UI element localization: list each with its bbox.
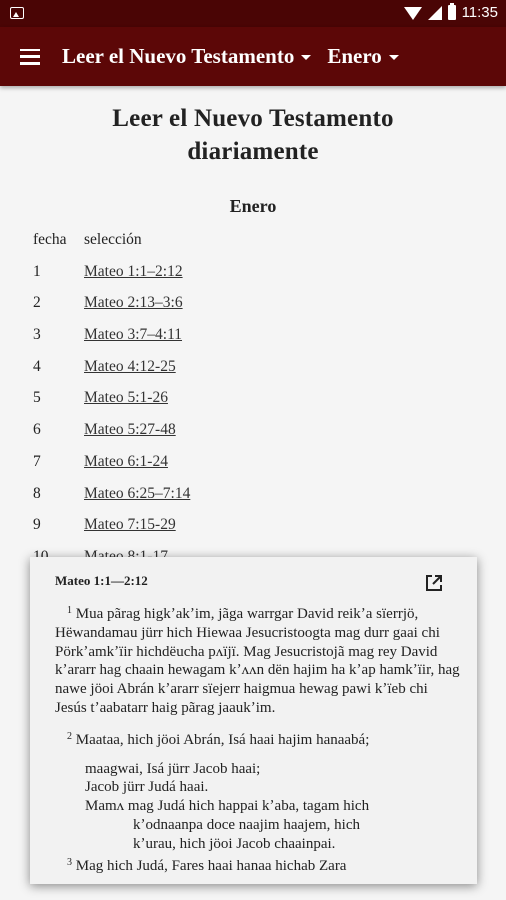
image-notification-icon (10, 7, 24, 19)
reading-link[interactable]: Mateo 1:1–2:12 (84, 262, 183, 280)
clock: 11:35 (461, 4, 498, 21)
reading-link[interactable]: Mateo 6:1-24 (84, 452, 168, 470)
poetry-line: maagwai, Isá jürr Jacob haai; (85, 760, 261, 777)
scripture-popup[interactable] (30, 557, 477, 884)
table-row (33, 263, 190, 295)
wifi-icon (404, 7, 422, 20)
reading-link[interactable]: Mateo 5:27-48 (84, 421, 176, 439)
reading-link[interactable]: Mateo 3:7–4:11 (84, 326, 183, 344)
month-selector-label: Enero (327, 44, 382, 68)
popup-body (55, 602, 460, 884)
table-row (33, 358, 190, 390)
reading-link[interactable]: Mateo 6:25–7:14 (84, 484, 191, 502)
verse-paragraph (55, 728, 460, 750)
date-cell: 8 (33, 484, 41, 502)
verse-text: Mua pãrag higkʼakʼim, jãga warrgar David reikʼa sïerrjö, Hëwandamau jürr hich Hiewaa Jesucristoogta mag durr gaai chi Pörkʼamkʼïir hichdëucha pʌïjï. Mag Jesucristojã mag rey David kʼararr hag chaain hewagam kʼʌʌn dën hajim ha kʼap hamkʼïir, hag nawe jöoi Abrán kʼararr sïejerr haigmua hewag pawi kʼïeb chi Jesús tʼaabatarr haig pãrag jaaukʼim. (55, 606, 460, 716)
popup-reference: Mateo 1:1—2:12 (55, 573, 148, 588)
verse-number: 3 (67, 856, 72, 868)
main-content (0, 86, 506, 534)
table-row (33, 453, 190, 485)
verse-number: 2 (67, 730, 72, 742)
verse-text: Maataa, hich jöoi Abrán, Isá haai hajim hanaabá; (75, 731, 370, 748)
poetry-line: Jacob jürr Judá haai. (85, 779, 209, 796)
selection-column-header: selección (84, 231, 142, 248)
menu-icon[interactable] (20, 49, 40, 65)
table-row (33, 421, 190, 453)
verse-paragraph (55, 854, 460, 876)
caret-down-icon (301, 55, 311, 60)
book-selector-dropdown[interactable] (62, 44, 311, 69)
poetry-line: Mamʌ mag Judá hich happai kʼaba, tagam hich (85, 798, 370, 815)
verse-paragraph (55, 602, 460, 718)
status-bar (0, 0, 506, 27)
caret-down-icon (389, 55, 399, 60)
book-selector-label: Leer el Nuevo Testamento (62, 44, 295, 68)
month-selector-dropdown[interactable] (327, 44, 398, 69)
table-row (33, 485, 190, 517)
battery-icon (448, 5, 456, 20)
table-row (33, 516, 190, 548)
table-row (33, 326, 190, 358)
date-column-header: fecha (33, 231, 67, 248)
month-heading: Enero (229, 196, 277, 216)
verse-number: 1 (67, 605, 72, 616)
date-cell: 1 (33, 262, 41, 280)
app-bar (0, 27, 506, 86)
open-external-icon[interactable] (425, 574, 443, 592)
poetry-line: kʼodnaanpa doce naajim haajem, hich (133, 816, 360, 833)
reading-link[interactable]: Mateo 5:1-26 (84, 389, 168, 407)
poetry-line: kʼurau, hich jöoi Jacob chaainpai. (133, 835, 336, 852)
verse-text: Mag hich Judá, Fares haai hanaa hichab Zara (75, 857, 347, 874)
table-row (33, 389, 190, 421)
date-cell: 4 (33, 357, 41, 375)
date-cell: 7 (33, 452, 41, 470)
date-cell: 9 (33, 516, 41, 534)
date-cell: 5 (33, 389, 41, 407)
reading-link[interactable]: Mateo 7:15-29 (84, 516, 176, 534)
date-cell: 3 (33, 326, 41, 344)
table-row (33, 294, 190, 326)
date-cell: 2 (33, 294, 41, 312)
signal-icon (428, 6, 442, 20)
poetry-block (85, 760, 460, 854)
table-header (33, 231, 190, 263)
page-title: Leer el Nuevo Testamento diariamente (112, 105, 394, 165)
date-cell: 6 (33, 421, 41, 439)
reading-link[interactable]: Mateo 4:12-25 (84, 357, 176, 375)
reading-link[interactable]: Mateo 2:13–3:6 (84, 294, 183, 312)
reading-table (33, 231, 190, 580)
